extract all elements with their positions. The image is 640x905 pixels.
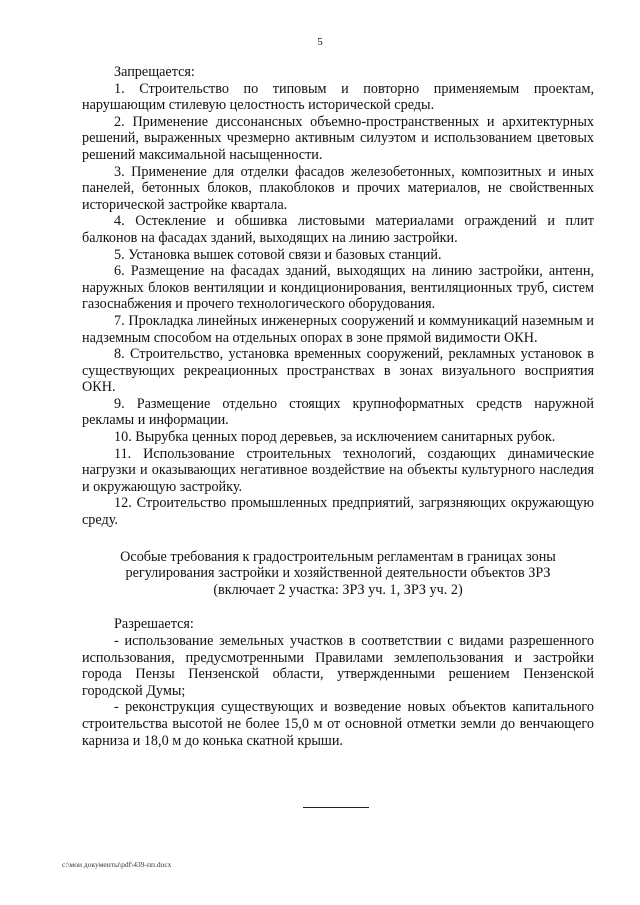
forbidden-item-8: 8. Строительство, установка временных сооружений, рекламных установок в существующих рекреационных пространствах в зонах визуального восприятия ОКН.: [82, 346, 594, 396]
footer-divider: [303, 807, 369, 808]
section-heading-line-2: регулирования застройки и хозяйственной деятельности объектов ЗРЗ: [125, 565, 551, 582]
section-heading: [82, 549, 594, 599]
forbidden-item-11: 11. Использование строительных технологий, создающих динамические нагрузки и оказывающих негативное воздействие на объекты культурного наследия и окружающую застройку.: [82, 445, 594, 495]
forbidden-title: Запрещается:: [114, 64, 195, 80]
section-heading-line-1: Особые требования к градостроительным регламентам в границах зоны: [120, 548, 556, 565]
forbidden-item-6: 6. Размещение на фасадах зданий, выходящих на линию застройки, антенн, наружных блоков вентиляции и кондиционирования, вентиляционных труб, систем газоснабжения и прочего технологического оборудования.: [82, 263, 594, 313]
forbidden-item-10: 10. Вырубка ценных пород деревьев, за исключением санитарных рубок.: [114, 429, 556, 446]
allowed-item-1: - использование земельных участков в соответствии с видами разрешенного использования, предусмотренными Правилами землепользования и застройки города Пензы Пензенской области, утвержденными решением Пензенской городской Думы;: [82, 633, 594, 699]
forbidden-item-9: 9. Размещение отдельно стоящих крупноформатных средств наружной рекламы и информации.: [82, 395, 594, 429]
forbidden-item-2: 2. Применение диссонансных объемно-пространственных и архитектурных решений, выраженных чрезмерно активным силуэтом и использованием цветовых решений максимальной насыщенности.: [82, 113, 594, 163]
forbidden-item-12: 12. Строительство промышленных предприятий, загрязняющих окружающую среду.: [82, 495, 594, 529]
forbidden-item-3: 3. Применение для отделки фасадов железобетонных, композитных и иных панелей, бетонных блоков, плакоблоков и прочих материалов, не свойственных исторической застройке квартала.: [82, 163, 594, 213]
page-number: 5: [317, 36, 323, 48]
allowed-item-2: - реконструкция существующих и возведение новых объектов капитального строительства высотой не более 15,0 м от основной отметки земли до венчающего карниза и 18,0 м до конька скатной крыши.: [82, 699, 594, 749]
forbidden-item-1: 1. Строительство по типовым и повторно применяемым проектам, нарушающим стилевую целостность исторической среды.: [82, 80, 594, 114]
document-body: [82, 64, 594, 749]
section-heading-line-3: (включает 2 участка: ЗРЗ уч. 1, ЗРЗ уч. 2): [213, 581, 463, 598]
forbidden-item-7: 7. Прокладка линейных инженерных сооружений и коммуникаций наземным и надземным способом на отдельных опорах в зоне прямой видимости ОКН.: [82, 312, 594, 346]
allowed-title: Разрешается:: [114, 616, 194, 633]
footer-file-path: c:\мои документы\pdf\439-пп.docx: [62, 860, 172, 869]
forbidden-item-5: 5. Установка вышек сотовой связи и базовых станций.: [114, 246, 442, 263]
forbidden-item-4: 4. Остекление и обшивка листовыми материалами ограждений и плит балконов на фасадах зданий, выходящих на линию застройки.: [82, 213, 594, 246]
